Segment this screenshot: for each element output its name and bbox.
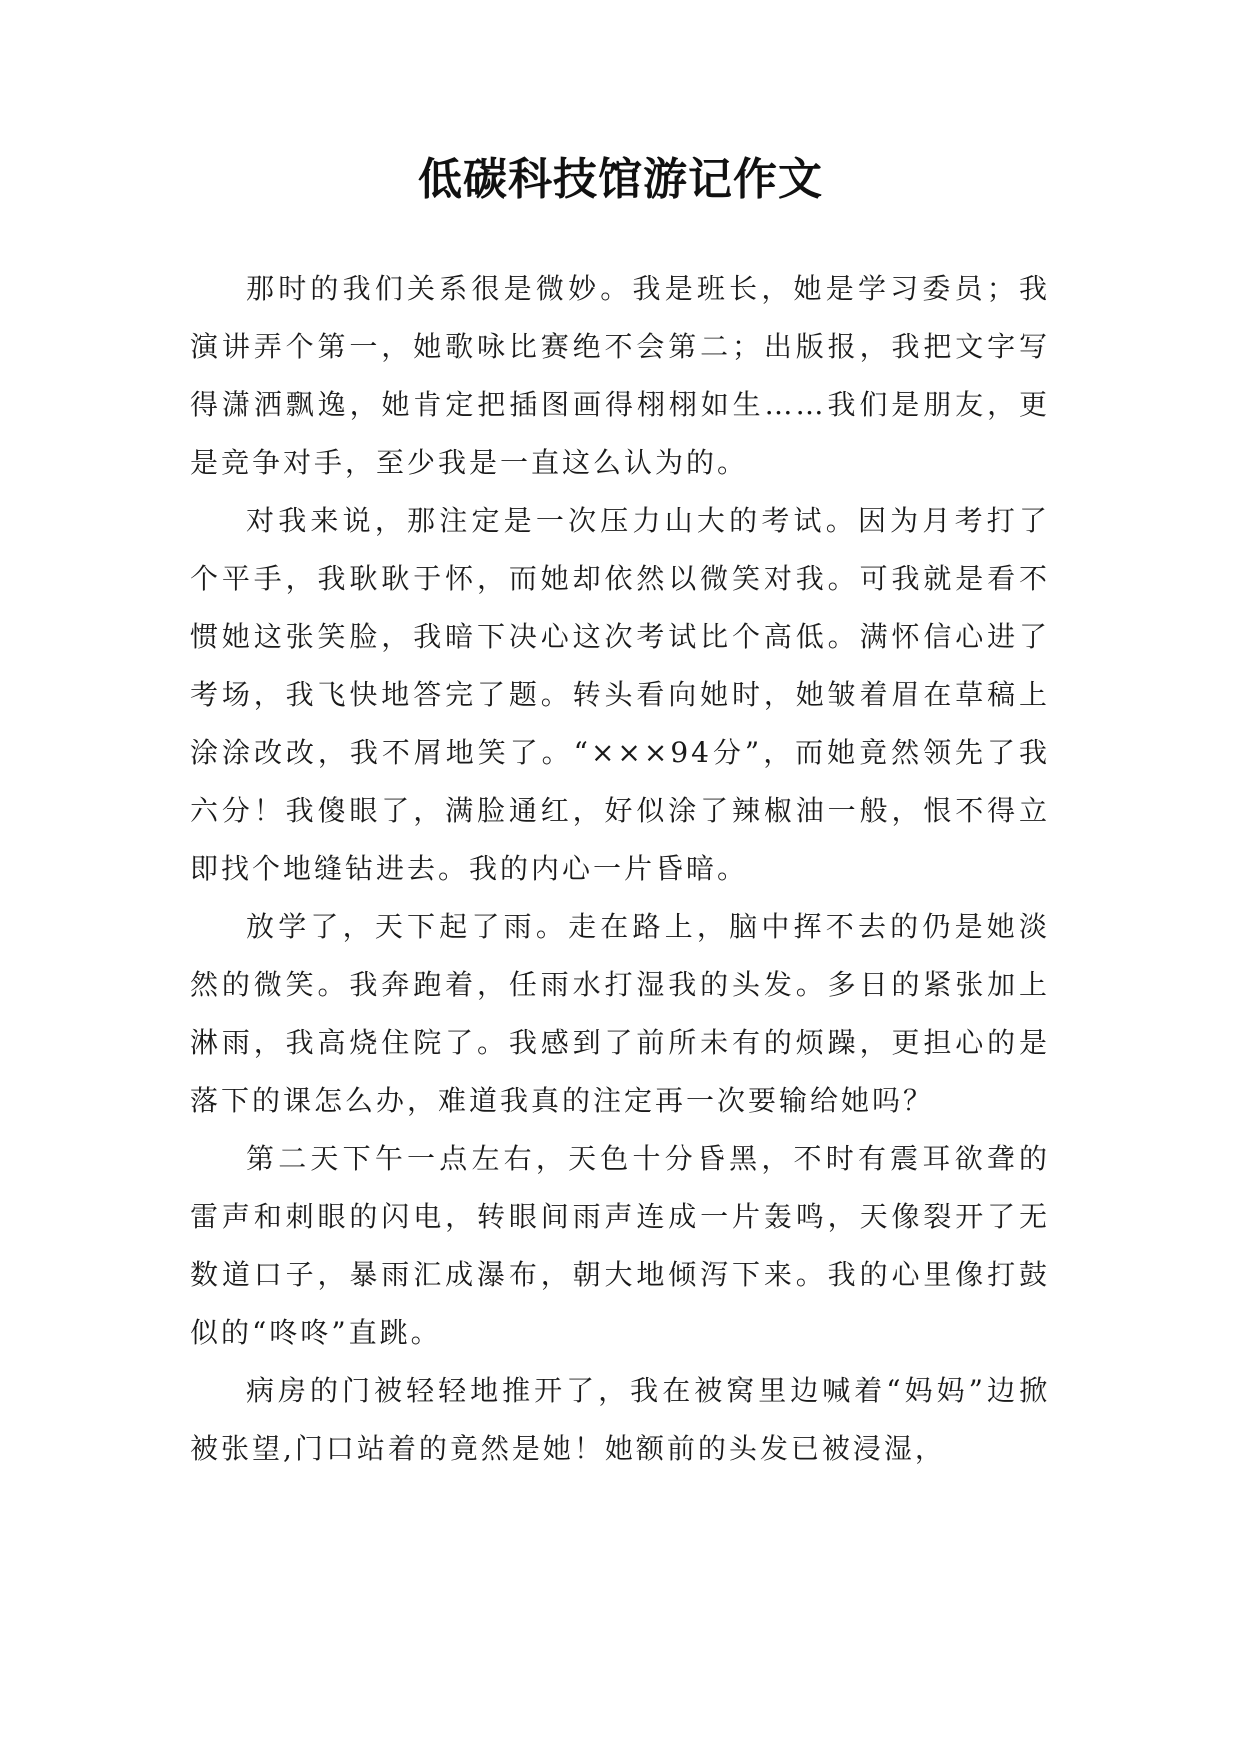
document-body bbox=[190, 260, 1050, 1478]
paragraph: 放学了，天下起了雨。走在路上，脑中挥不去的仍是她淡然的微笑。我奔跑着，任雨水打湿我的头发。多日的紧张加上淋雨，我高烧住院了。我感到了前所未有的烦躁，更担心的是落下的课怎么办，难道我真的注定再一次要输给她吗？ bbox=[190, 910, 1050, 1117]
paragraph: 病房的门被轻轻地推开了，我在被窝里边喊着“妈妈”边掀被张望,门口站着的竟然是她！她额前的头发已被浸湿， bbox=[190, 1374, 1050, 1465]
paragraph: 第二天下午一点左右，天色十分昏黑，不时有震耳欲聋的雷声和刺眼的闪电，转眼间雨声连成一片轰鸣，天像裂开了无数道口子，暴雨汇成瀑布，朝大地倾泻下来。我的心里像打鼓似的“咚咚”直跳。 bbox=[190, 1142, 1050, 1349]
paragraph: 对我来说，那注定是一次压力山大的考试。因为月考打了个平手，我耿耿于怀，而她却依然以微笑对我。可我就是看不惯她这张笑脸，我暗下决心这次考试比个高低。满怀信心进了考场，我飞快地答完了题。转头看向她时，她皱着眉在草稿上涂涂改改，我不屑地笑了。“×××94分”，而她竟然领先了我六分！我傻眼了，满脸通红，好似涂了辣椒油一般，恨不得立即找个地缝钻进去。我的内心一片昏暗。 bbox=[190, 504, 1050, 885]
paragraph: 那时的我们关系很是微妙。我是班长，她是学习委员；我演讲弄个第一，她歌咏比赛绝不会第二；出版报，我把文字写得潇洒飘逸，她肯定把插图画得栩栩如生……我们是朋友，更是竞争对手，至少我是一直这么认为的。 bbox=[190, 272, 1050, 479]
document-title: 低碳科技馆游记作文 bbox=[418, 154, 823, 205]
